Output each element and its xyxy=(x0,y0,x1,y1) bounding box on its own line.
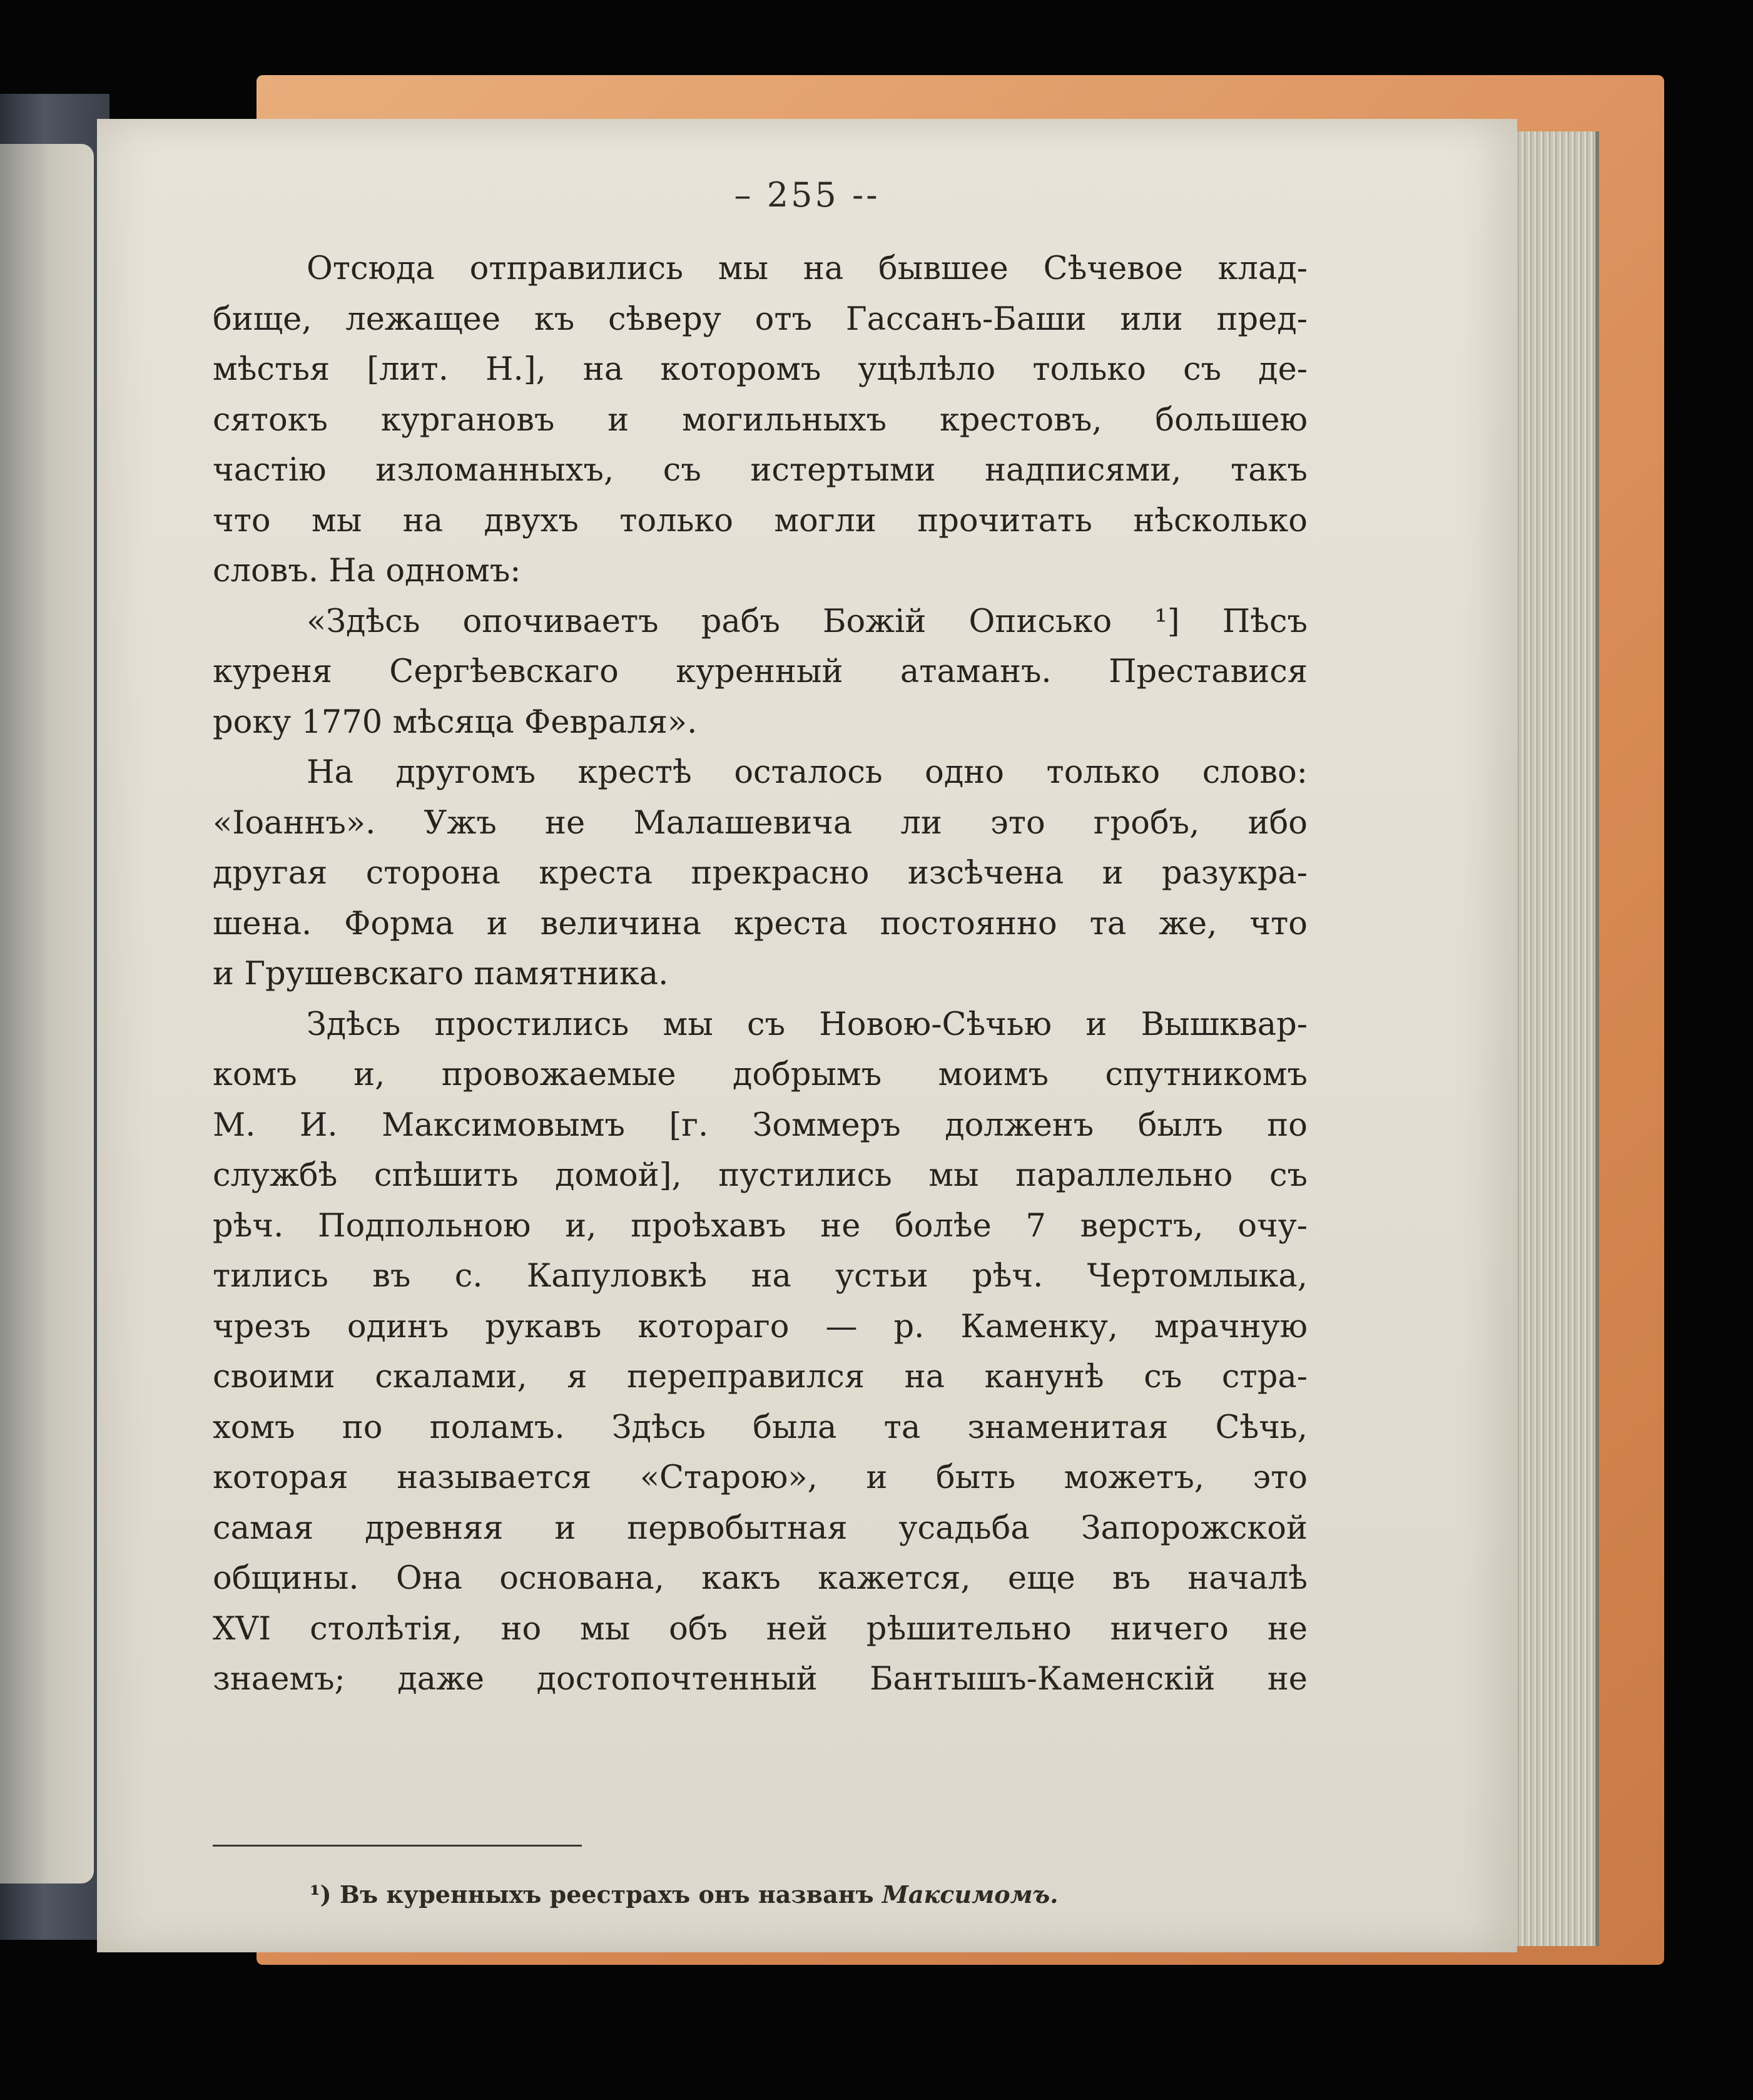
text-line: частію изломанныхъ, съ истертыми надписями, такъ xyxy=(213,452,1308,489)
text-line: мѣстья [лит. Н.], на которомъ уцѣлѣло только съ де- xyxy=(213,351,1308,388)
footnote-divider xyxy=(213,1845,582,1847)
text-line: хомъ по поламъ. Здѣсь была та знаменитая Сѣчь, xyxy=(213,1409,1308,1446)
text-line: которая называется «Старою», и быть можетъ, это xyxy=(213,1459,1308,1496)
text-line: року 1770 мѣсяца Февраля». xyxy=(213,703,698,741)
footnote-marker: ¹) xyxy=(310,1880,332,1909)
text-line: шена. Форма и величина креста постоянно та же, что xyxy=(213,905,1308,942)
text-line: М. И. Максимовымъ [г. Зоммеръ долженъ былъ по xyxy=(213,1106,1308,1144)
text-line: службѣ спѣшить домой], пустились мы параллельно съ xyxy=(213,1157,1308,1194)
text-line: сятокъ кургановъ и могильныхъ крестовъ, большею xyxy=(213,401,1308,439)
footnote-text: Въ куренныхъ реестрахъ онъ названъ xyxy=(339,1880,874,1909)
text-line: Здѣсь простились мы съ Новою-Сѣчью и Вышквар- xyxy=(307,1006,1308,1043)
footnote xyxy=(310,1880,1311,1909)
text-line: рѣч. Подпольною и, проѣхавъ не болѣе 7 верстъ, очу- xyxy=(213,1207,1308,1245)
page-number: – 255 -- xyxy=(734,175,880,215)
text-line: «Здѣсь опочиваетъ рабъ Божій Описько ¹] Пѣсъ xyxy=(307,603,1308,640)
body-text xyxy=(213,244,1308,1705)
text-line: другая сторона креста прекрасно изсѣчена и разукра- xyxy=(213,855,1308,892)
text-line: общины. Она основана, какъ кажется, еще въ началѣ xyxy=(213,1560,1308,1597)
text-line: своими скалами, я переправился на канунѣ съ стра- xyxy=(213,1358,1308,1395)
footnote-name: Максимомъ. xyxy=(882,1880,1059,1909)
text-line: и Грушевскаго памятника. xyxy=(213,956,669,992)
text-line: словъ. На одномъ: xyxy=(213,553,521,589)
text-line: Отсюда отправились мы на бывшее Сѣчевое клад- xyxy=(307,250,1308,287)
text-line: бище, лежащее къ сѣверу отъ Гассанъ-Баши или пред- xyxy=(213,300,1308,338)
text-line: «Іоаннъ». Ужъ не Малашевича ли это гробъ, ибо xyxy=(213,804,1308,842)
text-line: что мы на двухъ только могли прочитать нѣсколько xyxy=(213,502,1308,539)
text-line: комъ и, провожаемые добрымъ моимъ спутникомъ xyxy=(213,1056,1308,1093)
text-line: куреня Сергѣевскаго куренный атаманъ. Преставися xyxy=(213,653,1308,690)
text-line: самая древняя и первобытная усадьба Запорожской xyxy=(213,1509,1308,1547)
left-page-edge xyxy=(0,144,94,1883)
text-line: знаемъ; даже достопочтенный Бантышъ-Каменскій не xyxy=(213,1661,1308,1698)
text-line: тились въ с. Капуловкѣ на устьи рѣч. Чертомлыка, xyxy=(213,1258,1308,1295)
text-line: чрезъ одинъ рукавъ котораго — р. Каменку, мрачную xyxy=(213,1308,1308,1345)
text-line: XVI столѣтія, но мы объ ней рѣшительно ничего не xyxy=(213,1610,1308,1648)
text-line: На другомъ крестѣ осталось одно только слово: xyxy=(307,754,1308,791)
book-page xyxy=(97,119,1517,1952)
